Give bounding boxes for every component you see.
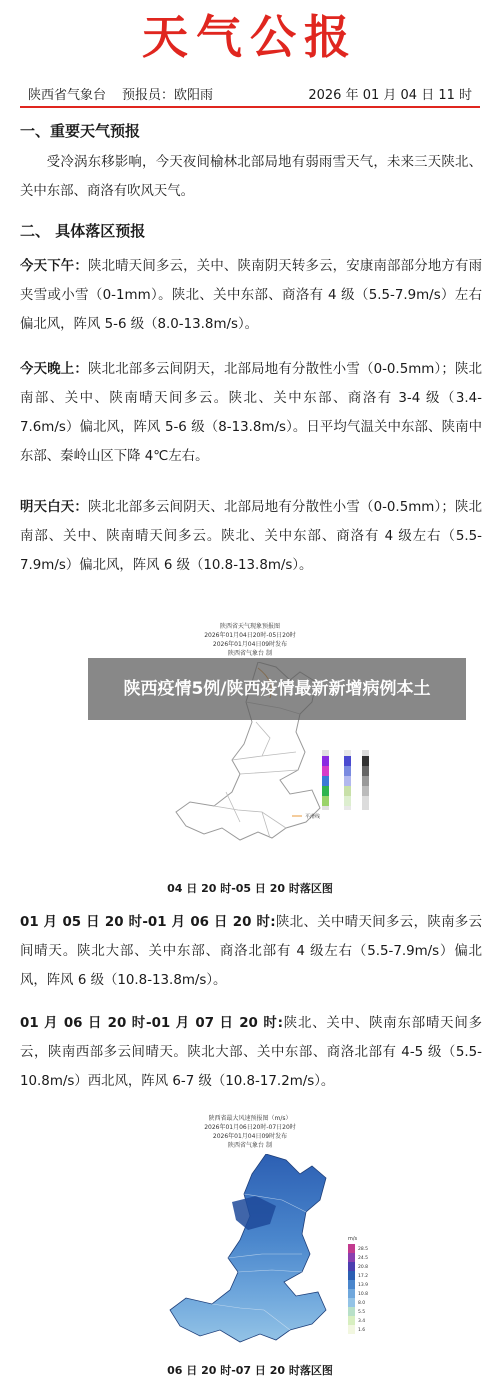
map1-meta-issued: 2026年01月04日09时发布 [212,641,288,648]
map1-caption: 04 日 20 时-05 日 20 时落区图 [167,882,333,895]
map2-meta-period: 2026年01月06日20时-07日20时 [204,1124,296,1131]
map2-figure [0,1114,500,1333]
map2-legend-value-6: 8.0 [358,1301,366,1306]
map2-meta [0,1114,500,1150]
map2-legend-value-2: 20.8 [358,1265,369,1270]
map2-meta-maker: 陕西省气象台 制 [228,1142,272,1149]
map1-meta-maker: 陕西省气象台 制 [228,650,272,657]
outlook-paragraph-1 [20,908,482,995]
map2-legend [348,1236,368,1334]
masthead-title: 天气公报 [142,10,358,64]
tonight-paragraph [20,355,482,471]
map1-legend-note: 平滑线 [305,814,321,820]
forecaster-label: 预报员：欧阳雨 [122,87,214,103]
tomorrow-paragraph [20,493,482,580]
map2-meta-title: 陕西省最大风速预报图（m/s） [208,1115,292,1122]
issuer-row [28,82,472,104]
issue-date: 2026 年 01 月 04 日 11 时 [308,87,472,103]
map1-meta-period: 2026年01月04日20时-05日20时 [204,632,296,639]
map1-meta-title: 陕西省天气现象预报图 [219,623,280,630]
today-afternoon-paragraph [20,252,482,339]
outlook-2-label: 01 月 06 日 20 时-01 月 07 日 20 时: [20,1016,283,1031]
section1-body: 受冷涡东移影响，今天夜间榆林北部局地有弱雨雪天气，未来三天陕北、关中东部、商洛有吹风天气。 [20,155,482,199]
section2-heading: 二、 具体落区预报 [20,222,146,240]
map2-legend-value-1: 24.5 [358,1256,369,1261]
tonight-body: 陕北北部多云间阴天，北部局地有分散性小雪（0-0.5mm）；陕北南部、关中、陕南晴天间多云。陕北、关中东部、商洛有 3-4 级（3.4-7.6m/s）偏北风，阵风 5-6 级（8-13.8m/s）。日平均气温关中东部、陕南中东部、秦岭山区下降 4℃左右。 [20,362,482,464]
map2-svg [0,1154,500,1374]
map1-meta [0,622,500,658]
map1-legend [322,750,369,810]
tonight-label: 今天晚上： [20,362,88,377]
section1-heading: 一、重要天气预报 [20,122,141,140]
outlook-2-body: 陕北、关中、陕南东部晴天间多云，陕南西部多云间晴天。陕北大部、关中东部、商洛北部有 4-5 级（5.5-10.8m/s）西北风，阵风 6-7 级（10.8-17.2m/s）。 [20,1016,482,1089]
outlook-paragraph-2 [20,1009,482,1096]
map2-legend-value-0: 28.5 [358,1247,369,1252]
tomorrow-label: 明天白天： [20,500,88,515]
map2-legend-value-4: 13.9 [358,1283,369,1288]
map2-province-wind-fill [170,1154,326,1342]
overlay-banner[interactable]: 陕西疫情5例/陕西疫情最新新增病例本土 [88,658,466,720]
header-divider [20,106,480,108]
map2-legend-value-3: 17.2 [358,1274,369,1279]
map2-caption: 06 日 20 时-07 日 20 时落区图 [167,1364,333,1377]
tomorrow-body: 陕北北部多云间阴天、北部局地有分散性小雪（0-0.5mm）；陕北南部、关中、陕南晴天间多云。陕北、关中东部、商洛有 4 级左右（5.5-7.9m/s）偏北风，阵风 6 级（10.8-13.8m/s）。 [20,500,482,573]
masthead [0,0,500,80]
today-afternoon-label: 今天下午： [20,259,88,274]
map2-legend-value-9: 1.6 [358,1328,366,1333]
map2-meta-issued: 2026年01月04日09时发布 [212,1133,288,1140]
map2-legend-value-8: 3.4 [358,1319,366,1324]
map2-legend-value-7: 5.5 [358,1310,366,1315]
outlook-1-label: 01 月 05 日 20 时-01 月 06 日 20 时: [20,915,276,930]
map2-legend-unit: m/s [348,1236,358,1242]
map2-legend-value-5: 10.8 [358,1292,369,1297]
issuer-org: 陕西省气象台 [28,87,107,103]
outlook-1-body: 陕北、关中晴天间多云，陕南多云间晴天。陕北大部、关中东部、商洛北部有 4 级左右（5.5-7.9m/s）偏北风，阵风 6 级（10.8-13.8m/s）。 [20,915,482,988]
today-afternoon-body: 陕北晴天间多云，关中、陕南阴天转多云，安康南部部分地方有雨夹雪或小雪（0-1mm）。陕北、关中东部、商洛有 4 级（5.5-7.9m/s）左右偏北风，阵风 5-6 级（8.0-13.8m/s）。 [20,259,483,332]
